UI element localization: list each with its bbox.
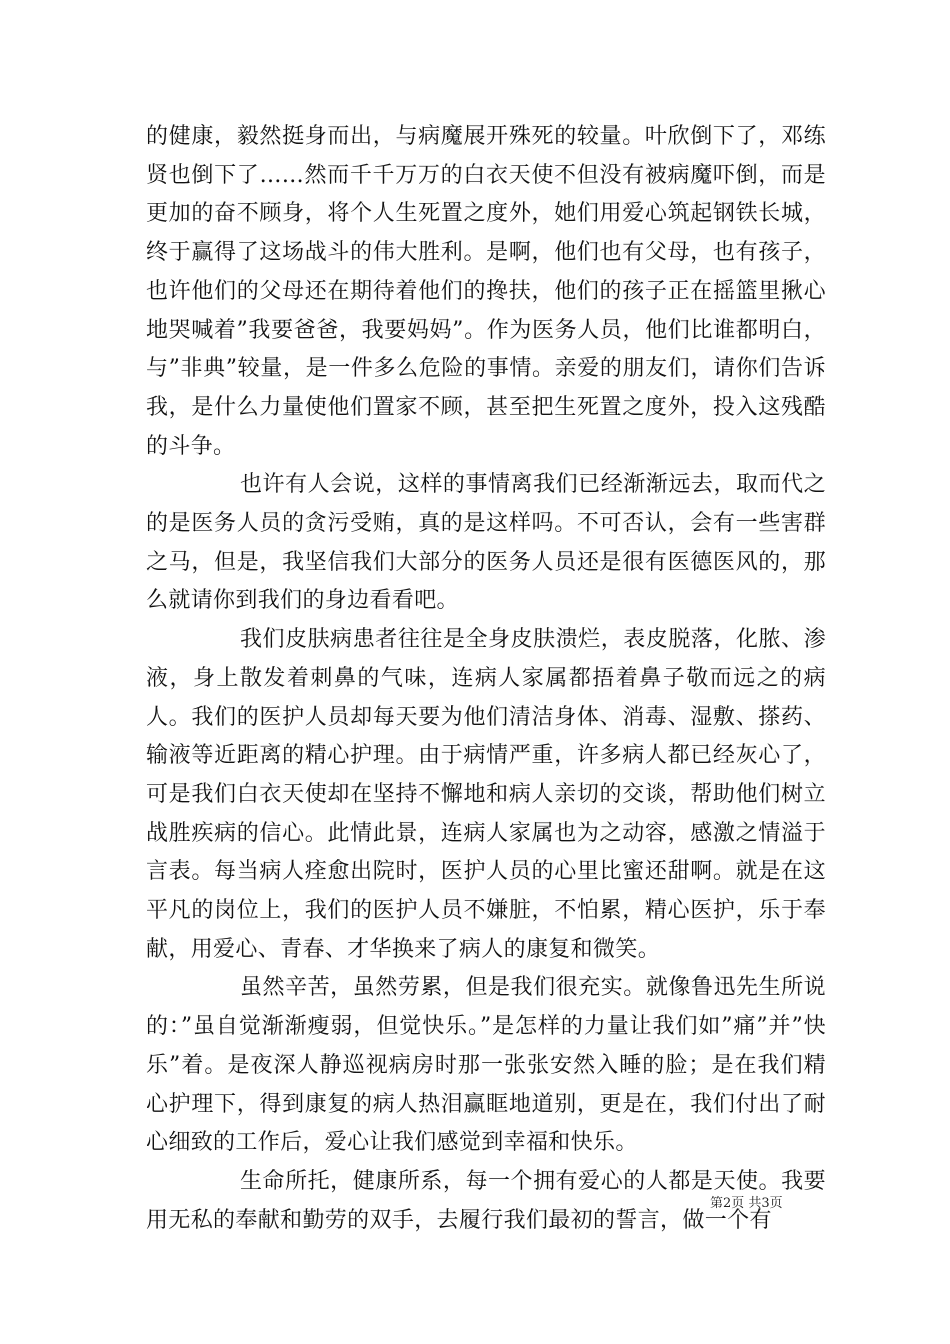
paragraph-2: 也许有人会说，这样的事情离我们已经渐渐远去，取而代之的是医务人员的贪污受贿，真的是这样吗。不可否认，会有一些害群之马，但是，我坚信我们大部分的医务人员还是很有医德医风的，那么就请你到我们的身边看看吧。 — [146, 472, 826, 614]
paragraph-1: 的健康，毅然挺身而出，与病魔展开殊死的较量。叶欣倒下了，邓练贤也倒下了……然而千千万万的白衣天使不但没有被病魔吓倒，而是更加的奋不顾身，将个人生死置之度外，她们用爱心筑起钢铁长城，终于赢得了这场战斗的伟大胜利。是啊，他们也有父母，也有孩子，也许他们的父母还在期待着他们的搀扶，他们的孩子正在摇篮里揪心地哭喊着”我要爸爸，我要妈妈”。作为医务人员，他们比谁都明白，与”非典”较量，是一件多么危险的事情。亲爱的朋友们，请你们告诉我，是什么力量使他们置家不顾，甚至把生死置之度外，投入这残酷的斗争。 — [146, 124, 826, 459]
page-footer: 第2页 共3页 — [710, 1196, 783, 1211]
paragraph-4: 虽然辛苦，虽然劳累，但是我们很充实。就像鲁迅先生所说的：”虽自觉渐渐瘦弱，但觉快乐。”是怎样的力量让我们如”痛”并”快乐”着。是夜深人静巡视病房时那一张张安然入睡的脸；是在我们精心护理下，得到康复的病人热泪赢眶地道别，更是在，我们付出了耐心细致的工作后，爱心让我们感觉到幸福和快乐。 — [146, 975, 826, 1156]
paragraph-5: 生命所托，健康所系，每一个拥有爱心的人都是天使。我要用无私的奉献和勤劳的双手，去履行我们最初的誓言，做一个有 — [146, 1168, 826, 1233]
body-text — [146, 118, 826, 1240]
paragraph-3: 我们皮肤病患者往往是全身皮肤溃烂，表皮脱落，化脓、渗液，身上散发着刺鼻的气味，连病人家属都捂着鼻子敬而远之的病人。我们的医护人员却每天要为他们清洁身体、消毒、湿敷、搽药、输液等近距离的精心护理。由于病情严重，许多病人都已经灰心了，可是我们白衣天使却在坚持不懈地和病人亲切的交谈，帮助他们树立战胜疾病的信心。此情此景，连病人家属也为之动容，感激之情溢于言表。每当病人痊愈出院时，医护人员的心里比蜜还甜啊。就是在这平凡的岗位上，我们的医护人员不嫌脏，不怕累，精心医护，乐于奉献，用爱心、青春、才华换来了病人的康复和微笑。 — [146, 627, 826, 962]
